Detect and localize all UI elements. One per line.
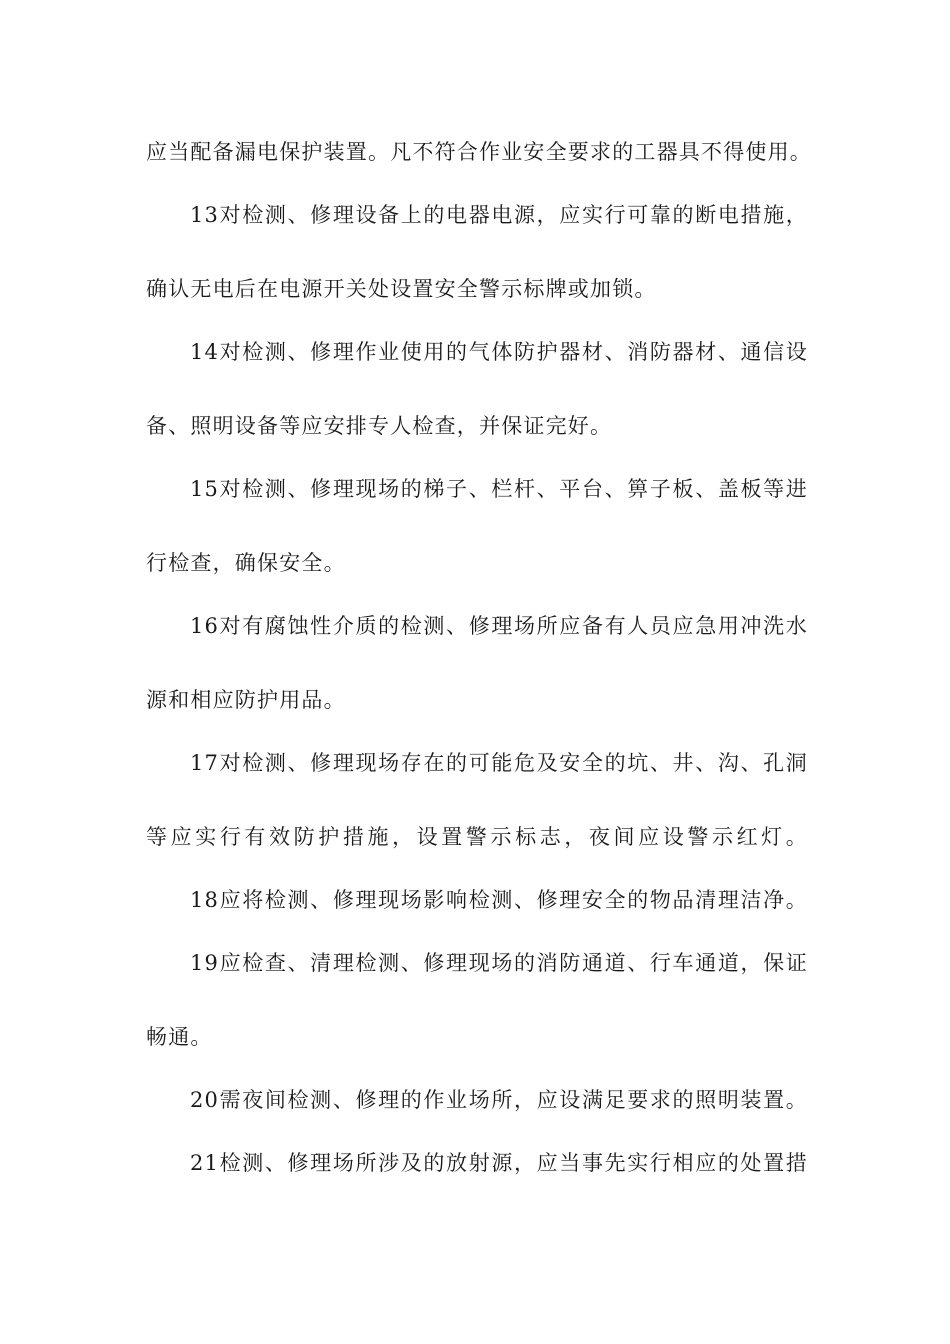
text-line: 等应实行有效防护措施，设置警示标志，夜间应设警示红灯。 (146, 825, 808, 849)
text-line: 19应检查、清理检测、修理现场的消防通道、行车通道，保证 (190, 951, 808, 975)
text-line: 畅通。 (146, 1025, 213, 1049)
text-line: 13对检测、修理设备上的电器电源，应实行可靠的断电措施， (190, 203, 808, 227)
text-line: 行检查，确保安全。 (146, 551, 346, 575)
text-line: 源和相应防护用品。 (146, 688, 346, 712)
text-line: 应当配备漏电保护装置。凡不符合作业安全要求的工器具不得使用。 (146, 140, 812, 164)
text-line: 备、照明设备等应安排专人检查，并保证完好。 (146, 414, 613, 438)
text-line: 14对检测、修理作业使用的气体防护器材、消防器材、通信设 (190, 340, 808, 364)
text-line: 18应将检测、修理现场影响检测、修理安全的物品清理洁净。 (190, 888, 808, 912)
text-line: 17对检测、修理现场存在的可能危及安全的坑、井、沟、孔洞 (190, 751, 808, 775)
text-line: 确认无电后在电源开关处设置安全警示标牌或加锁。 (146, 277, 657, 301)
text-line: 15对检测、修理现场的梯子、栏杆、平台、箅子板、盖板等进 (190, 477, 808, 501)
text-line: 20需夜间检测、修理的作业场所，应设满足要求的照明装置。 (190, 1088, 808, 1112)
text-line: 16对有腐蚀性介质的检测、修理场所应备有人员应急用冲洗水 (190, 614, 808, 638)
text-line: 21检测、修理场所涉及的放射源，应当事先实行相应的处置措 (190, 1151, 808, 1175)
